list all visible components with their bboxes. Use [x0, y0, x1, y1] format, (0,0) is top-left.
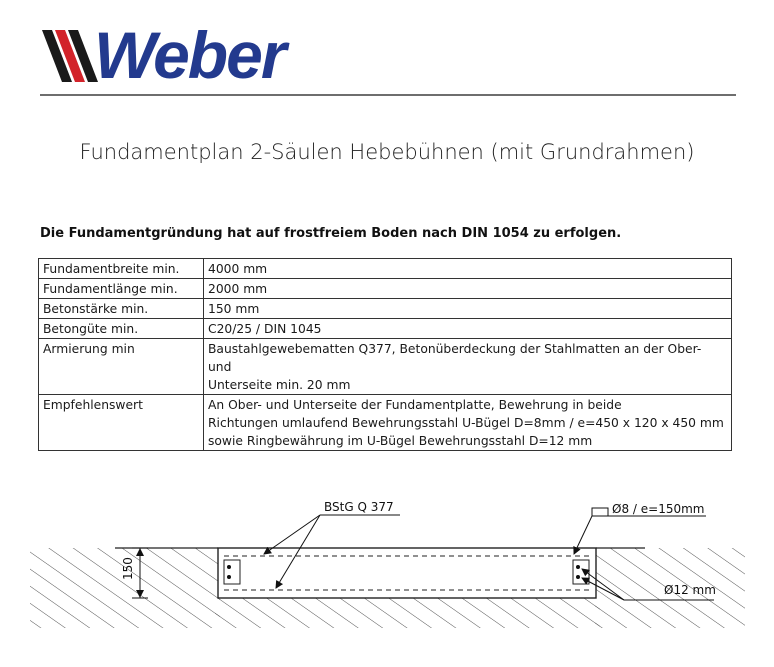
rebar-dot: [576, 565, 580, 569]
spec-table: [38, 258, 732, 451]
thickness-label: 150: [121, 557, 135, 580]
rebar-dot: [576, 575, 580, 579]
table-row: [39, 395, 732, 451]
stirrup-label: Ø8 / e=150mm: [612, 502, 705, 516]
rebar-dot: [227, 575, 231, 579]
weber-logo: [42, 18, 332, 92]
spec-value: 150 mm: [204, 299, 732, 319]
table-row: [39, 259, 732, 279]
foundation-section-drawing: [0, 480, 774, 650]
rebar-dot: [227, 565, 231, 569]
spec-key: Empfehlenswert: [39, 395, 204, 451]
spec-key: Armierung min: [39, 339, 204, 395]
spec-key: Betonstärke min.: [39, 299, 204, 319]
table-row: [39, 279, 732, 299]
stirrup-symbol-icon: [592, 508, 608, 516]
spec-key: Fundamentlänge min.: [39, 279, 204, 299]
ring-label: Ø12 mm: [664, 583, 716, 597]
table-row: [39, 339, 732, 395]
spec-value: 2000 mm: [204, 279, 732, 299]
mesh-label: BStG Q 377: [324, 500, 394, 514]
spec-value: 4000 mm: [204, 259, 732, 279]
foundation-note: Die Fundamentgründung hat auf frostfreiem Boden nach DIN 1054 zu erfolgen.: [40, 226, 622, 241]
spec-value: An Ober- und Unterseite der Fundamentplatte, Bewehrung in beide Richtungen umlaufend Bewehrungsstahl U-Bügel D=8mm / e=450 x 120 x 450 mm sowie Ringbewährung im U-Bügel Bewehrungsstahl D=12 mm: [204, 395, 732, 451]
table-row: [39, 299, 732, 319]
spec-value: Baustahlgewebematten Q377, Betonüberdeckung der Stahlmatten an der Ober- und Unterseite min. 20 mm: [204, 339, 732, 395]
spec-key: Fundamentbreite min.: [39, 259, 204, 279]
logo-wordmark: Weber: [94, 18, 285, 92]
logo-stripes-icon: [42, 28, 102, 84]
table-row: [39, 319, 732, 339]
spec-key: Betongüte min.: [39, 319, 204, 339]
header-divider: [40, 94, 736, 96]
page-title: Fundamentplan 2-Säulen Hebebühnen (mit Grundrahmen): [79, 140, 695, 164]
spec-value: C20/25 / DIN 1045: [204, 319, 732, 339]
